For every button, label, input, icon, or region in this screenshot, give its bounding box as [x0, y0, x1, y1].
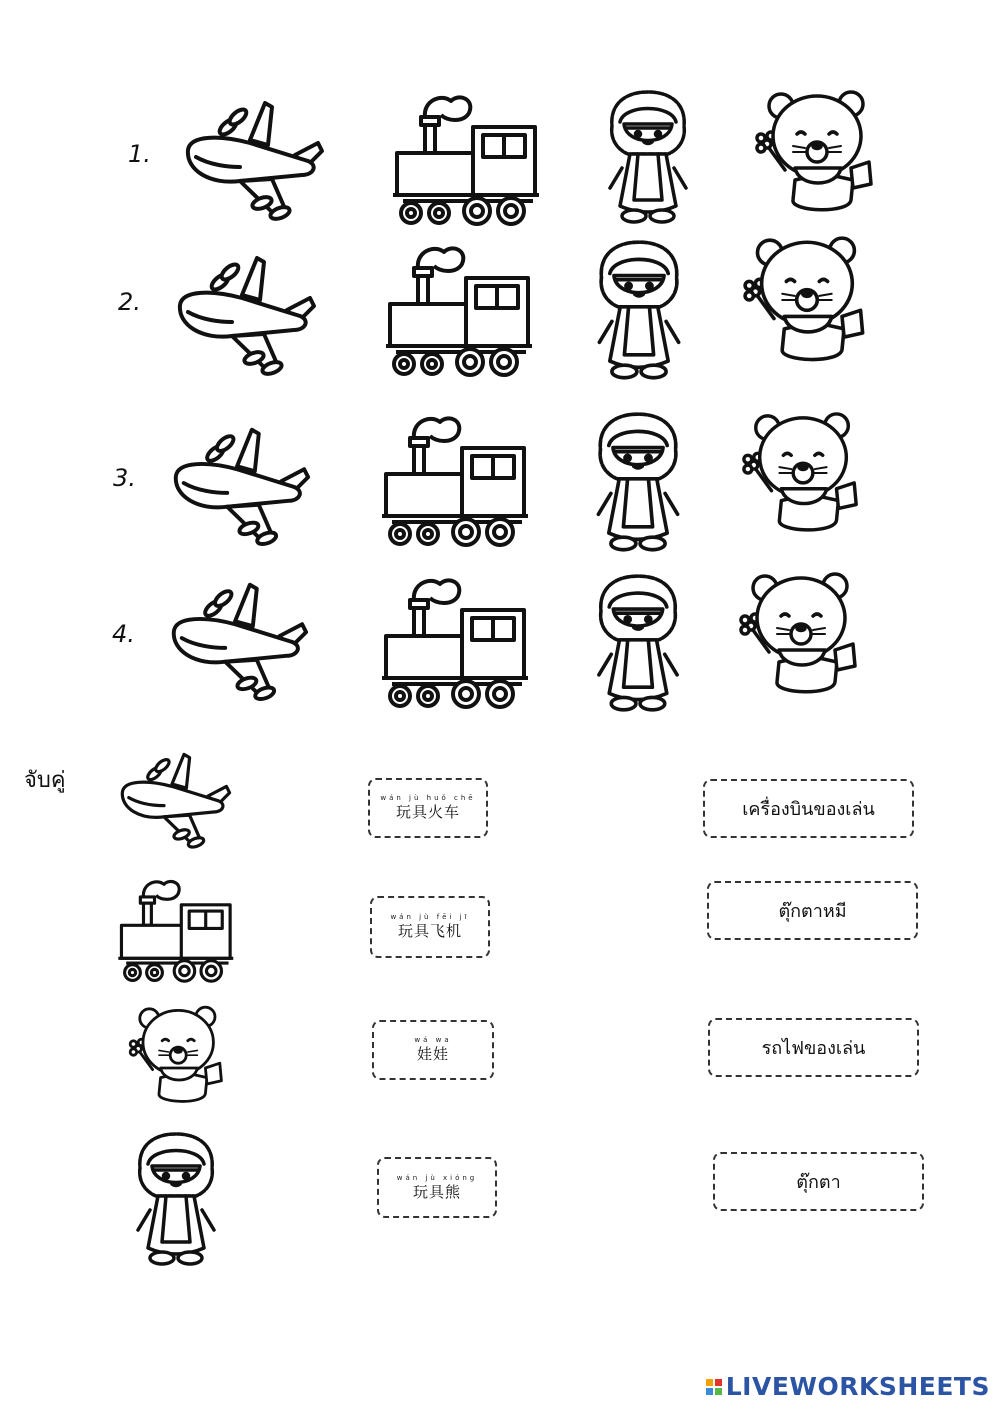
- match-teddy-bear-image: [122, 1004, 236, 1108]
- thai-text: รถไฟของเล่น: [761, 1038, 866, 1059]
- teddy-bear-image[interactable]: [734, 410, 874, 538]
- thai-text: ตุ๊กตาหมี: [778, 901, 847, 922]
- train-image[interactable]: [374, 568, 534, 716]
- match-train-image: [112, 874, 238, 986]
- row-number-3: 3.: [113, 464, 136, 492]
- doll-image[interactable]: [584, 238, 694, 384]
- thai-word-box[interactable]: [707, 881, 918, 940]
- chinese-word-box[interactable]: [377, 1157, 497, 1218]
- teddy-bear-image[interactable]: [732, 570, 872, 700]
- match-doll-image: [124, 1130, 228, 1270]
- hanzi-text: 玩具熊: [412, 1182, 461, 1201]
- row-number-2: 2.: [118, 288, 141, 316]
- thai-text: เครื่องบินของเล่น: [742, 799, 875, 820]
- chinese-word-box[interactable]: [370, 896, 490, 958]
- airplane-image[interactable]: [180, 90, 330, 230]
- teddy-bear-image[interactable]: [748, 88, 888, 218]
- airplane-image[interactable]: [168, 418, 316, 554]
- pinyin-text: wá wa: [414, 1036, 452, 1044]
- thai-word-box[interactable]: [713, 1152, 924, 1211]
- logo-square: [715, 1388, 722, 1395]
- chinese-word-box[interactable]: [368, 778, 488, 838]
- airplane-image[interactable]: [172, 246, 322, 384]
- pinyin-text: wán jù fēi jī: [390, 913, 470, 921]
- pinyin-text: wán jù huǒ chē: [380, 794, 476, 802]
- thai-word-box[interactable]: [703, 779, 914, 838]
- doll-image[interactable]: [596, 88, 700, 228]
- liveworksheets-logo-icon: [706, 1379, 722, 1395]
- train-image[interactable]: [378, 236, 538, 384]
- thai-word-box[interactable]: [708, 1018, 919, 1077]
- hanzi-text: 玩具飞机: [397, 922, 462, 940]
- row-number-1: 1.: [128, 140, 151, 168]
- chinese-word-box[interactable]: [372, 1020, 494, 1080]
- doll-image[interactable]: [582, 572, 694, 716]
- hanzi-text: 娃娃: [416, 1045, 449, 1063]
- hanzi-text: 玩具火车: [395, 803, 460, 821]
- liveworksheets-brand: [706, 1372, 990, 1401]
- train-image[interactable]: [385, 88, 545, 230]
- doll-image[interactable]: [582, 410, 694, 556]
- train-image[interactable]: [374, 406, 534, 554]
- pinyin-text: wán jù xióng: [396, 1173, 478, 1182]
- matching-title: จับคู่: [24, 768, 66, 793]
- teddy-bear-image[interactable]: [738, 234, 878, 368]
- brand-name: LIVEWORKSHEETS: [725, 1372, 990, 1401]
- logo-square: [706, 1379, 713, 1386]
- row-number-4: 4.: [112, 620, 135, 648]
- logo-square: [715, 1379, 722, 1386]
- airplane-image[interactable]: [166, 572, 314, 710]
- match-airplane-image: [116, 742, 236, 858]
- thai-text: ตุ๊กตา: [796, 1172, 841, 1193]
- logo-square: [706, 1388, 713, 1395]
